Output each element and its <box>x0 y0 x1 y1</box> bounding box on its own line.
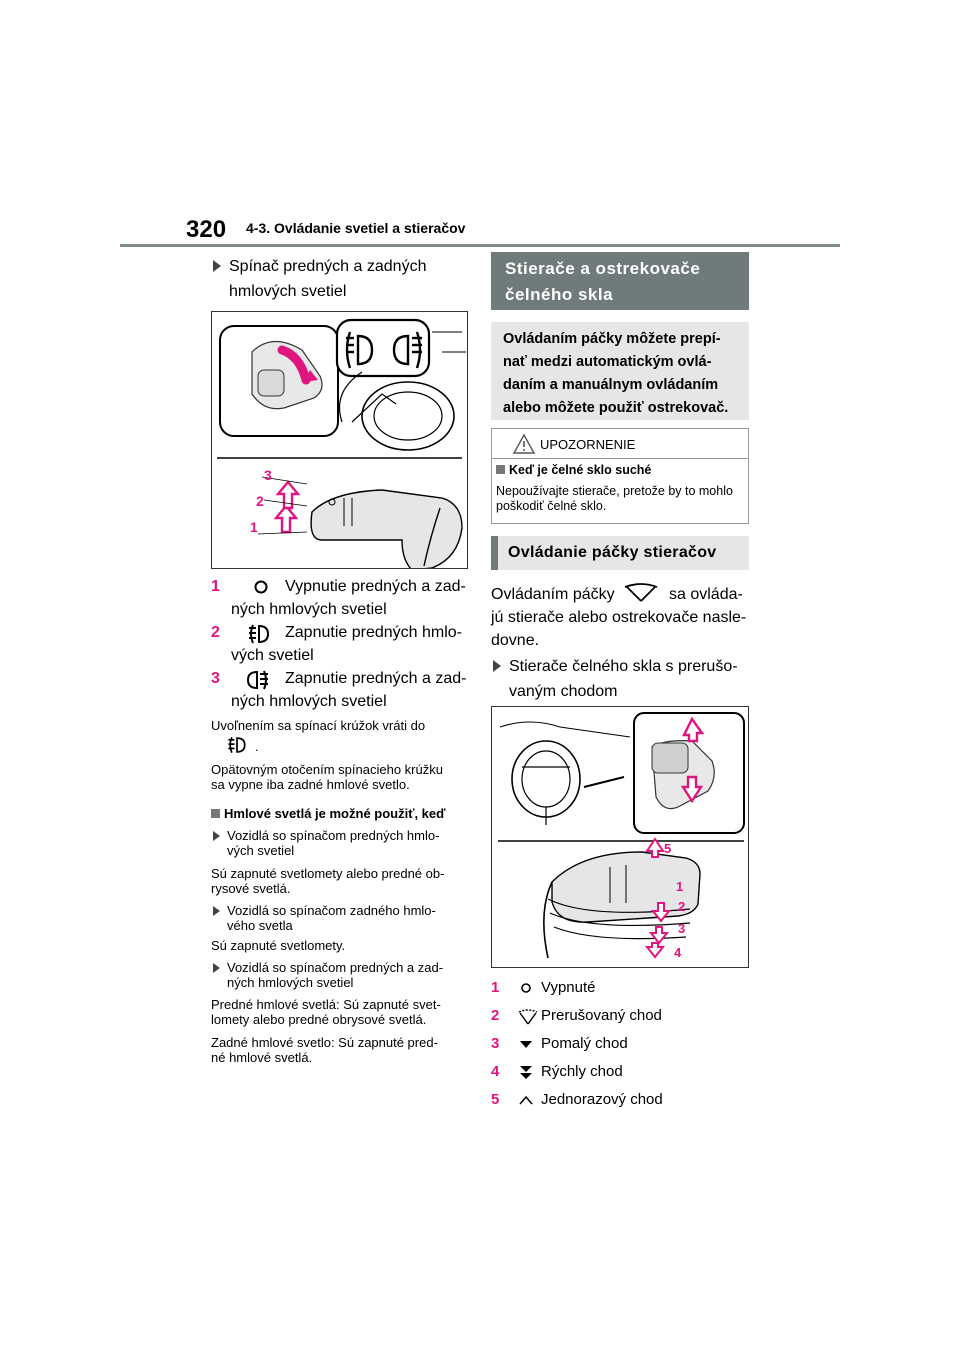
rear-fog-icon <box>245 669 273 691</box>
fog-switch-title: Spínač predných a zadných hmlových svetiel <box>211 254 426 304</box>
warning-title: UPOZORNENIE <box>540 437 636 452</box>
wiper-lever-paragraph: Ovládaním páčky sa ovláda- jú stierače alebo ostrekovače nasle- dovne. <box>491 583 753 652</box>
warning-subheading: Keď je čelné sklo suché <box>496 463 651 477</box>
fog-switch-illustration <box>212 312 468 569</box>
wiper-callout-4: 4 <box>674 945 682 960</box>
wiper-lever-icon <box>621 581 661 605</box>
fog-item-3: 3 Zapnutie predných a zad- ných hmlových svetiel <box>211 670 467 710</box>
intermittent-icon <box>517 1008 539 1026</box>
intermittent-wiper-title: Stierače čelného skla s prerušo- vaným chodom <box>491 654 738 704</box>
section-header: 4-3. Ovládanie svetiel a stieračov <box>246 220 466 236</box>
condition-3-text: Predné hmlové svetlá: Sú zapnuté svet- lomety alebo predné obrysové svetlá. <box>211 997 441 1027</box>
warning-body: Nepoužívajte stierače, pretože by to mohlo poškodiť čelné sklo. <box>496 484 733 513</box>
rear-fog-note: Zadné hmlové svetlo: Sú zapnuté pred- né hmlové svetlá. <box>211 1035 438 1065</box>
condition-3-bullet: Vozidlá so spínačom predných a zad- ných hmlových svetiel <box>211 960 443 990</box>
single-wipe-icon <box>517 1092 535 1110</box>
fog-callout-3: 3 <box>264 467 272 483</box>
low-speed-icon <box>517 1036 535 1054</box>
note-rear-off: Opätovným otočením spínacieho krúžku sa vypne iba zadné hmlové svetlo. <box>211 762 443 792</box>
warning-triangle-icon <box>512 433 536 455</box>
wiper-item-single: 5 Jednorazový chod <box>491 1091 663 1108</box>
wiper-intro: Ovládaním páčky môžete prepí- nať medzi automatickým ovlá- daním a manuálnym ovládaním alebo môžete použiť ostrekovač. <box>491 322 749 420</box>
page-number: 320 <box>186 216 227 243</box>
fog-callout-1: 1 <box>250 519 258 535</box>
front-fog-icon-inline <box>225 735 249 755</box>
wiper-item-intermittent: 2 Prerušovaný chod <box>491 1007 662 1024</box>
wiper-lever-illustration <box>492 707 749 968</box>
wiper-callout-3: 3 <box>678 921 686 936</box>
condition-1-bullet: Vozidlá so spínačom predných hmlo- vých svetiel <box>211 828 439 858</box>
condition-2-bullet: Vozidlá so spínačom zadného hmlo- vého svetla <box>211 903 436 933</box>
fog-item-1: 1 Vypnutie predných a zad- ných hmlových svetiel <box>211 578 466 618</box>
fog-switch-figure <box>211 311 468 569</box>
fog-off-icon <box>251 577 271 597</box>
wiper-item-high: 4 Rýchly chod <box>491 1063 623 1080</box>
high-speed-icon <box>517 1064 535 1082</box>
wiper-callout-1: 1 <box>676 879 684 894</box>
fog-conditions-heading: Hmlové svetlá je možné použiť, keď <box>211 806 445 822</box>
front-fog-icon <box>245 623 273 645</box>
off-icon <box>517 980 535 998</box>
fog-callout-2: 2 <box>256 493 264 509</box>
condition-1-text: Sú zapnuté svetlomety alebo predné ob- rysové svetlá. <box>211 866 445 896</box>
wiper-section-title: Stierače a ostrekovače čelného skla <box>491 252 749 310</box>
warning-box <box>491 428 749 524</box>
wiper-item-off: 1 Vypnuté <box>491 979 596 996</box>
wiper-figure <box>491 706 749 968</box>
wiper-lever-heading: Ovládanie páčky stieračov <box>491 536 749 570</box>
header-rule <box>120 244 840 247</box>
condition-2-text: Sú zapnuté svetlomety. <box>211 938 346 953</box>
wiper-callout-5: 5 <box>664 841 672 856</box>
fog-item-2: 2 Zapnutie predných hmlo- vých svetiel <box>211 624 462 664</box>
note-return: Uvoľnením sa spínací krúžok vráti do . <box>211 718 426 754</box>
wiper-item-low: 3 Pomalý chod <box>491 1035 628 1052</box>
wiper-callout-2: 2 <box>678 899 686 914</box>
